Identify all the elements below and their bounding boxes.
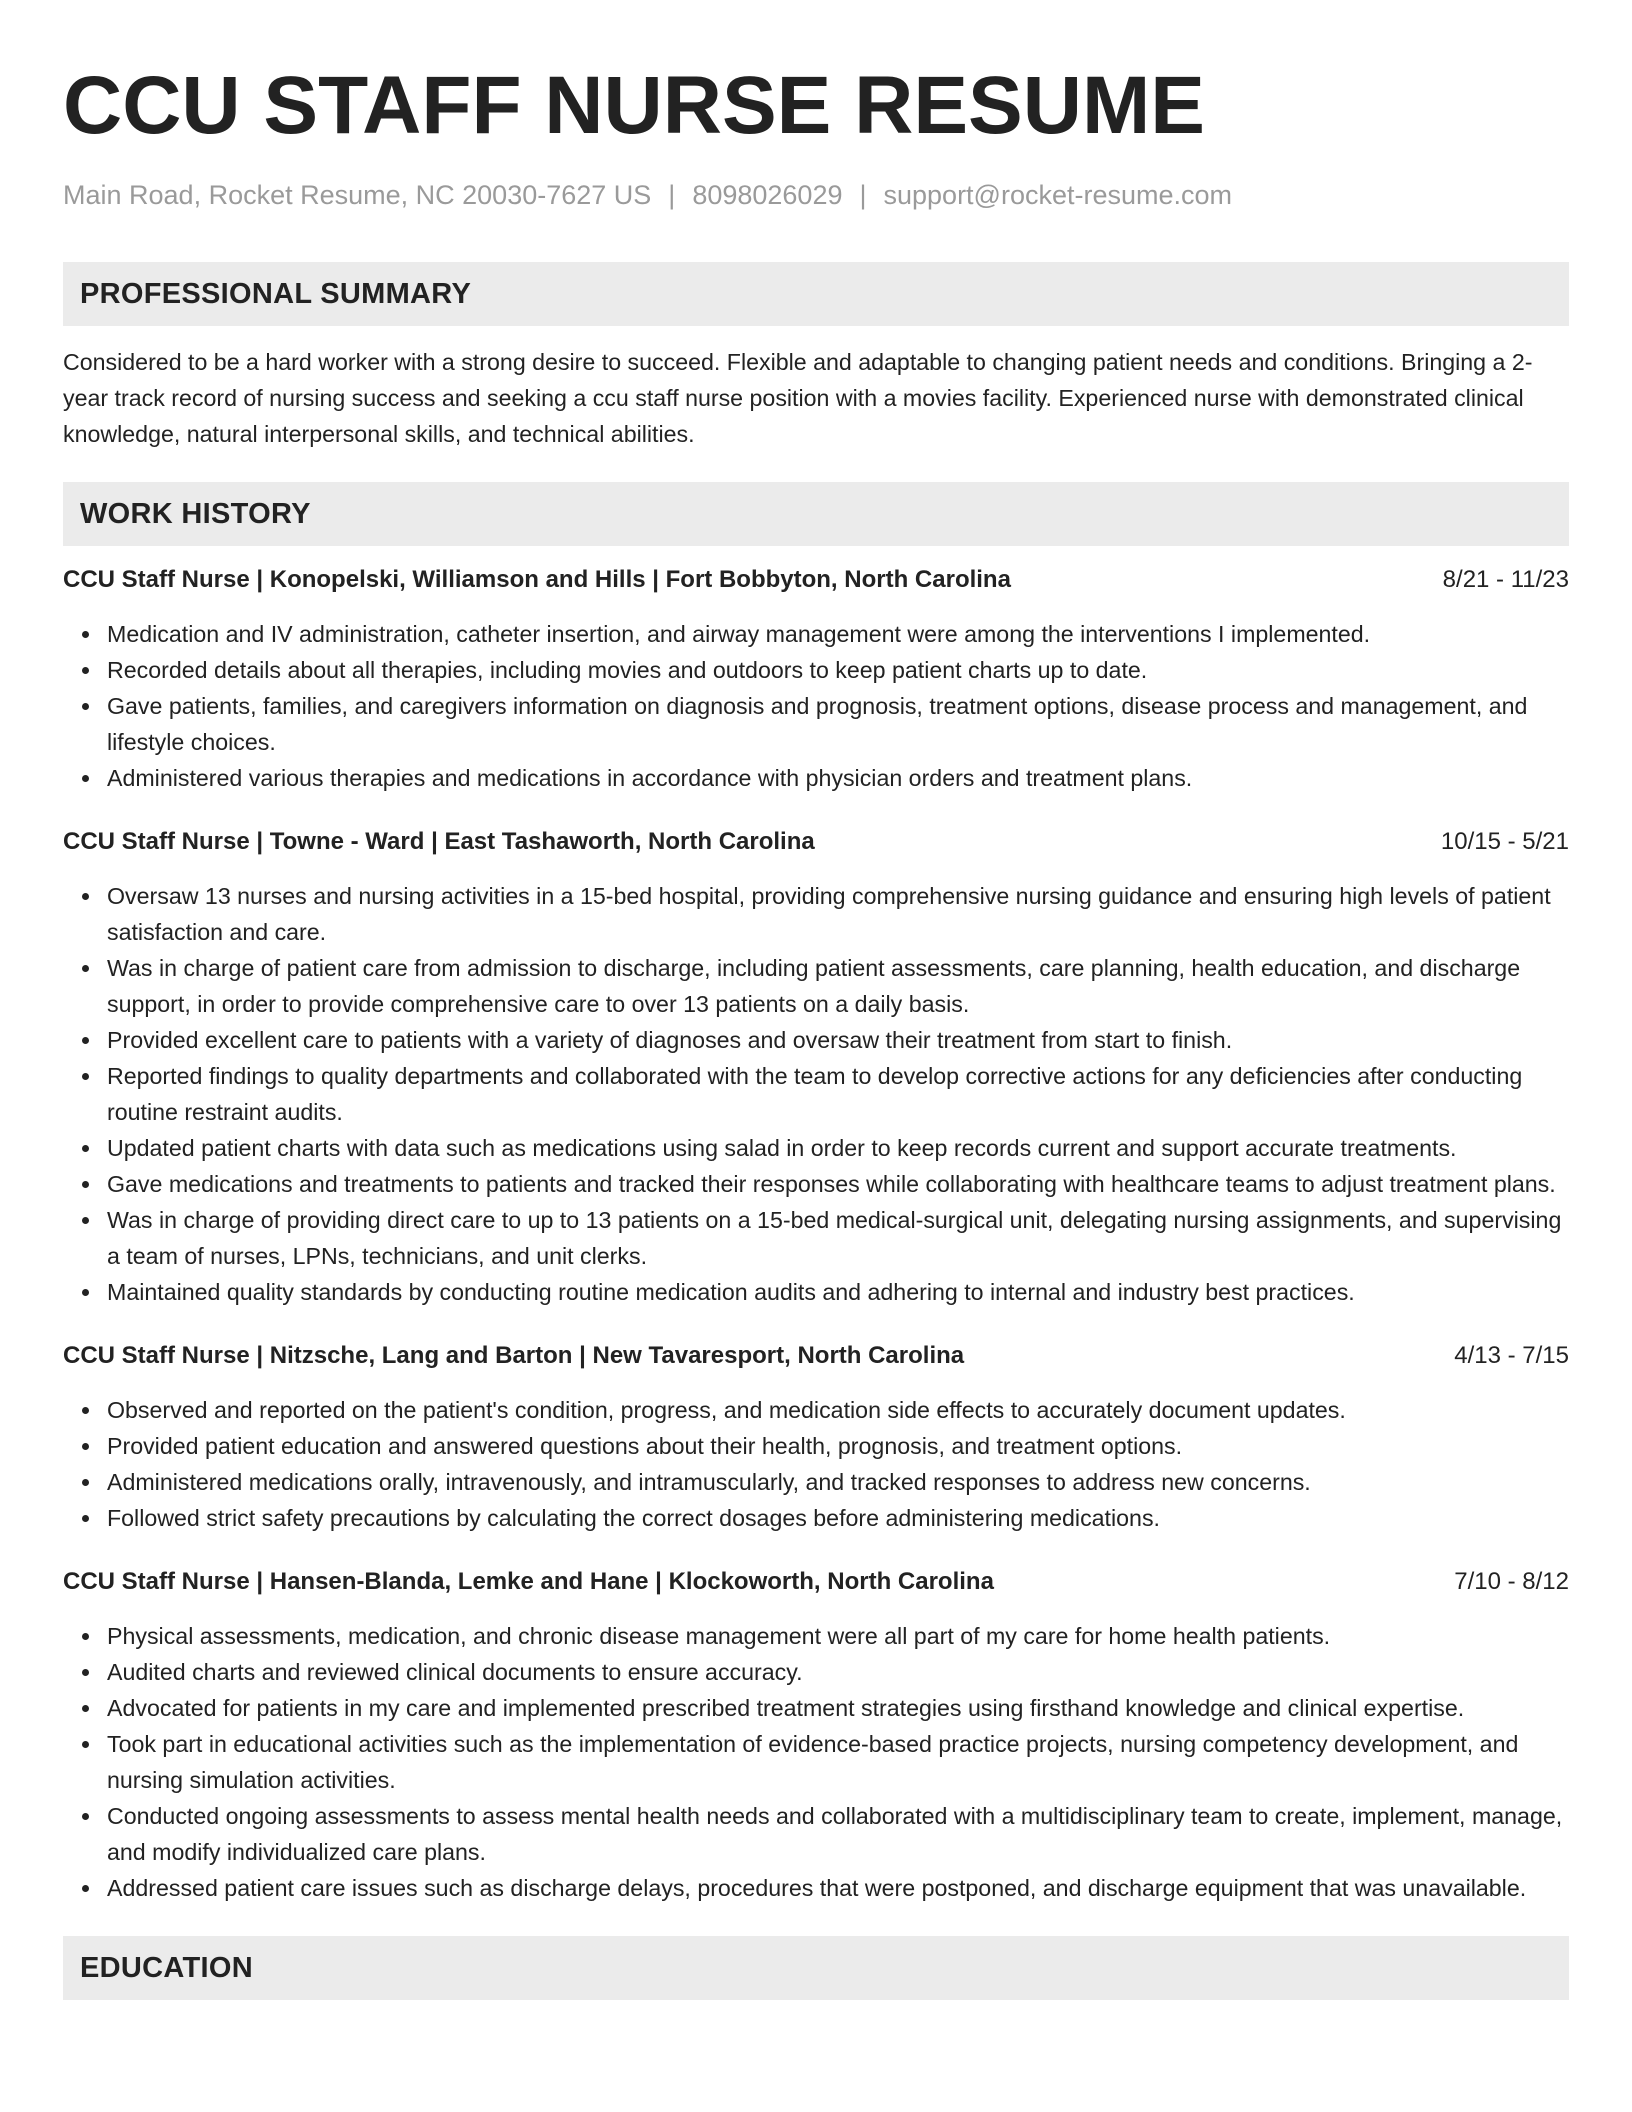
resume-title: CCU STAFF NURSE RESUME bbox=[63, 60, 1205, 151]
job-header bbox=[63, 824, 1569, 860]
job-bullets bbox=[63, 1618, 1569, 1906]
contact-separator: | bbox=[859, 180, 867, 210]
job-dates: 8/21 - 11/23 bbox=[1442, 566, 1569, 593]
job-bullet: Took part in educational activities such as the implementation of evidence-based practice projects, nursing competency development, and nursing simulation activities. bbox=[107, 1726, 1569, 1798]
job-entry bbox=[63, 824, 1569, 1310]
job-bullet: Updated patient charts with data such as medications using salad in order to keep records current and support accurate treatments. bbox=[107, 1130, 1569, 1166]
job-bullet: Was in charge of patient care from admission to discharge, including patient assessments, care planning, health education, and discharge support, in order to provide comprehensive care to over 13 patients on a daily basis. bbox=[107, 950, 1569, 1022]
job-bullet: Observed and reported on the patient's condition, progress, and medication side effects to accurately document updates. bbox=[107, 1392, 1569, 1428]
contact-address: Main Road, Rocket Resume, NC 20030-7627 US bbox=[63, 180, 652, 210]
job-bullet: Audited charts and reviewed clinical documents to ensure accuracy. bbox=[107, 1654, 1569, 1690]
work-history-section-header bbox=[63, 482, 1569, 546]
contact-line bbox=[63, 178, 1569, 212]
job-bullet: Was in charge of providing direct care to up to 13 patients on a 15-bed medical-surgical unit, delegating nursing assignments, and supervising a team of nurses, LPNs, technicians, and unit clerks. bbox=[107, 1202, 1569, 1274]
job-bullet: Physical assessments, medication, and chronic disease management were all part of my care for home health patients. bbox=[107, 1618, 1569, 1654]
job-bullet: Administered various therapies and medications in accordance with physician orders and treatment plans. bbox=[107, 760, 1569, 796]
job-bullet: Advocated for patients in my care and implemented prescribed treatment strategies using firsthand knowledge and clinical expertise. bbox=[107, 1690, 1569, 1726]
work-history-heading: WORK HISTORY bbox=[80, 497, 311, 530]
job-bullet: Gave medications and treatments to patients and tracked their responses while collaborating with healthcare teams to adjust treatment plans. bbox=[107, 1166, 1569, 1202]
job-bullet: Provided patient education and answered questions about their health, prognosis, and treatment options. bbox=[107, 1428, 1569, 1464]
job-dates: 4/13 - 7/15 bbox=[1454, 1342, 1569, 1369]
job-title: CCU Staff Nurse | Nitzsche, Lang and Barton | New Tavaresport, North Carolina bbox=[63, 1342, 965, 1369]
job-entry bbox=[63, 1338, 1569, 1536]
contact-separator: | bbox=[668, 180, 676, 210]
summary-text: Considered to be a hard worker with a strong desire to succeed. Flexible and adaptable to changing patient needs and conditions. Bringing a 2-year track record of nursing success and seeking a ccu staff nurse position with a movies facility. Experienced nurse with demonstrated clinical knowledge, natural interpersonal skills, and technical abilities. bbox=[63, 349, 1533, 447]
contact-phone: 8098026029 bbox=[692, 180, 843, 210]
job-title: CCU Staff Nurse | Hansen-Blanda, Lemke and Hane | Klockoworth, North Carolina bbox=[63, 1568, 994, 1595]
contact-email: support@rocket-resume.com bbox=[883, 180, 1233, 210]
job-bullet: Oversaw 13 nurses and nursing activities in a 15-bed hospital, providing comprehensive nursing guidance and ensuring high levels of patient satisfaction and care. bbox=[107, 878, 1569, 950]
job-bullets bbox=[63, 616, 1569, 796]
job-bullet: Recorded details about all therapies, including movies and outdoors to keep patient charts up to date. bbox=[107, 652, 1569, 688]
job-bullet: Followed strict safety precautions by calculating the correct dosages before administering medications. bbox=[107, 1500, 1569, 1536]
job-header bbox=[63, 562, 1569, 598]
job-entry bbox=[63, 562, 1569, 796]
job-bullet: Addressed patient care issues such as discharge delays, procedures that were postponed, and discharge equipment that was unavailable. bbox=[107, 1870, 1569, 1906]
job-entry bbox=[63, 1564, 1569, 1906]
summary-heading: PROFESSIONAL SUMMARY bbox=[80, 277, 472, 310]
summary-section-header bbox=[63, 262, 1569, 326]
job-bullet: Medication and IV administration, catheter insertion, and airway management were among the interventions I implemented. bbox=[107, 616, 1569, 652]
job-bullet: Maintained quality standards by conducting routine medication audits and adhering to internal and industry best practices. bbox=[107, 1274, 1569, 1310]
job-bullet: Gave patients, families, and caregivers information on diagnosis and prognosis, treatment options, disease process and management, and lifestyle choices. bbox=[107, 688, 1569, 760]
job-header bbox=[63, 1564, 1569, 1600]
job-bullet: Conducted ongoing assessments to assess mental health needs and collaborated with a multidisciplinary team to create, implement, manage, and modify individualized care plans. bbox=[107, 1798, 1569, 1870]
job-bullets bbox=[63, 878, 1569, 1310]
education-heading: EDUCATION bbox=[80, 1951, 253, 1984]
job-bullet: Provided excellent care to patients with a variety of diagnoses and oversaw their treatment from start to finish. bbox=[107, 1022, 1569, 1058]
job-bullet: Reported findings to quality departments and collaborated with the team to develop corrective actions for any deficiencies after conducting routine restraint audits. bbox=[107, 1058, 1569, 1130]
job-dates: 10/15 - 5/21 bbox=[1440, 828, 1569, 855]
job-bullets bbox=[63, 1392, 1569, 1536]
work-history-list bbox=[63, 562, 1569, 1906]
job-header bbox=[63, 1338, 1569, 1374]
job-dates: 7/10 - 8/12 bbox=[1454, 1568, 1569, 1595]
education-section-header bbox=[63, 1936, 1569, 2000]
job-title: CCU Staff Nurse | Konopelski, Williamson and Hills | Fort Bobbyton, North Carolina bbox=[63, 566, 1011, 593]
job-bullet: Administered medications orally, intravenously, and intramuscularly, and tracked responses to address new concerns. bbox=[107, 1464, 1569, 1500]
job-title: CCU Staff Nurse | Towne - Ward | East Tashaworth, North Carolina bbox=[63, 828, 815, 855]
